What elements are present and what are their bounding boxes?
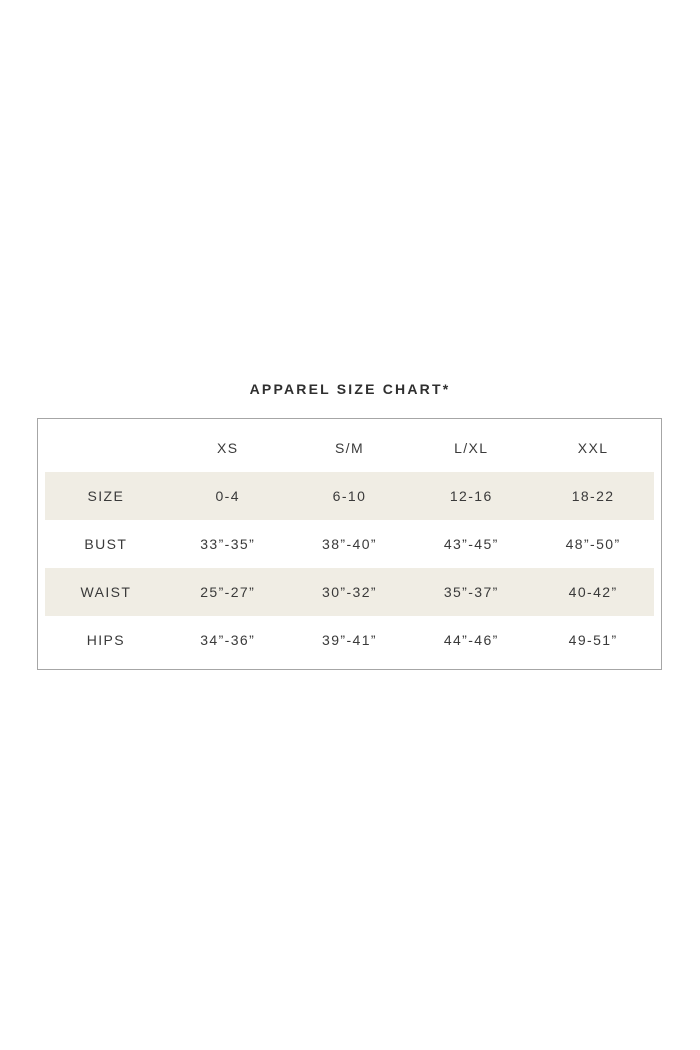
waist-xxl: 40-42” [568,584,618,600]
hips-sm: 39”-41” [322,632,377,648]
table-row-hips [45,616,654,664]
size-lxl: 12-16 [449,488,493,504]
table-row-size [45,472,654,520]
table-row-bust [45,520,654,568]
row-label-waist: WAIST [80,584,132,600]
column-header-xs: XS [216,440,239,456]
waist-xs: 25”-27” [200,584,256,600]
row-label-size: SIZE [87,488,125,504]
waist-sm: 30”-32” [322,584,377,600]
hips-xs: 34”-36” [200,632,256,648]
table-row-waist [45,568,654,616]
hips-lxl: 44”-46” [443,632,499,648]
size-chart-table [37,418,662,670]
column-header-lxl: L/XL [454,440,489,456]
table-header-row [45,424,654,472]
bust-xxl: 48”-50” [565,536,621,552]
size-sm: 6-10 [332,488,367,504]
waist-lxl: 35”-37” [443,584,499,600]
size-xxl: 18-22 [571,488,615,504]
column-header-xxl: XXL [577,440,609,456]
bust-sm: 38”-40” [322,536,377,552]
page-title: APPAREL SIZE CHART* [249,381,451,397]
bust-xs: 33”-35” [200,536,256,552]
bust-lxl: 43”-45” [443,536,499,552]
size-xs: 0-4 [215,488,240,504]
hips-xxl: 49-51” [568,632,618,648]
row-label-hips: HIPS [86,632,126,648]
row-label-bust: BUST [84,536,128,552]
column-header-sm: S/M [334,440,365,456]
